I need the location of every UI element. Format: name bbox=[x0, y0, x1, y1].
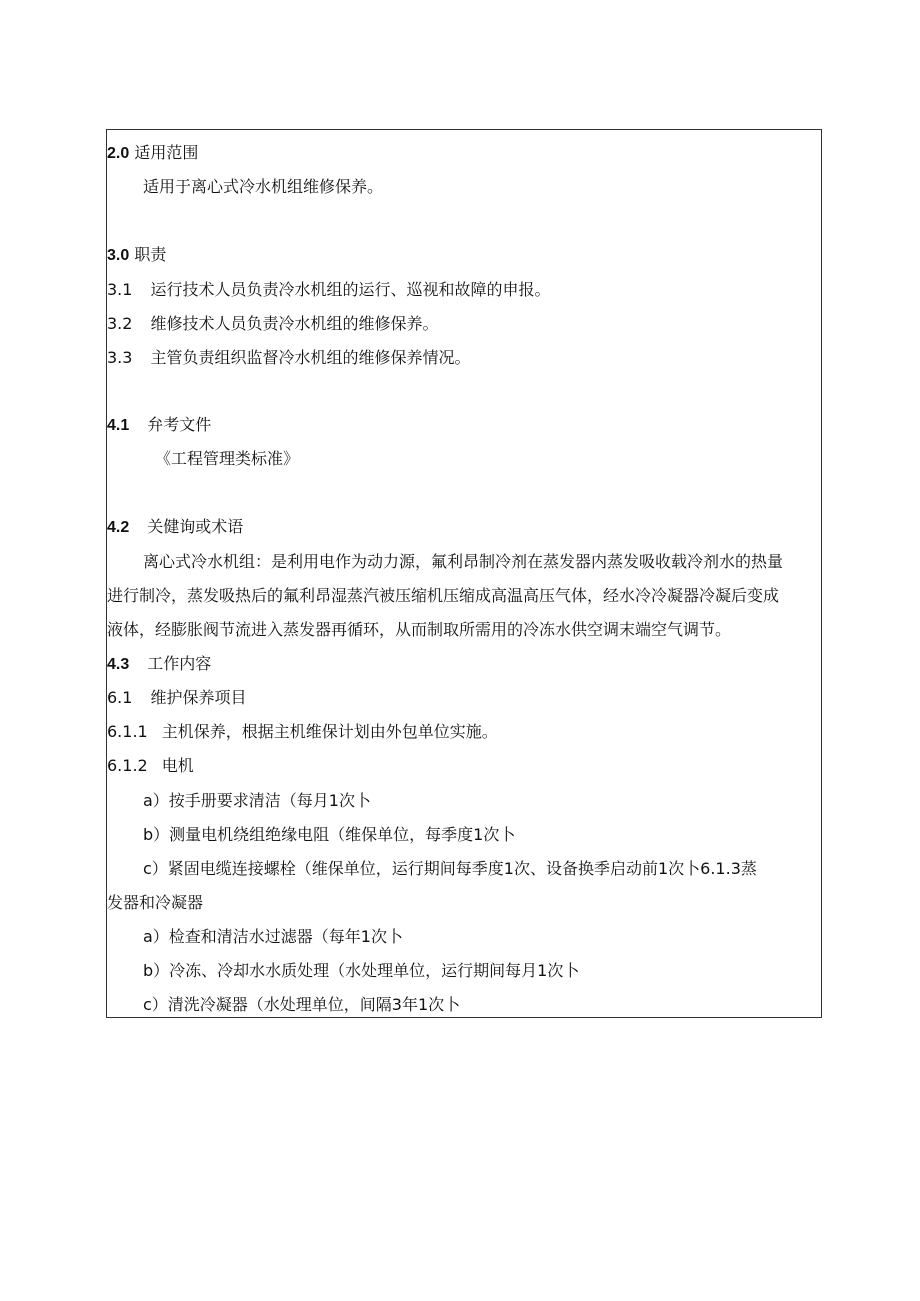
section-3-0-heading bbox=[107, 244, 166, 267]
section-4-3-heading bbox=[107, 653, 211, 676]
section-6-1-2-heading bbox=[107, 755, 194, 777]
list-item: a）按手册要求清洁（每月1次卜 bbox=[143, 791, 371, 810]
list-item-continuation: 发器和冷凝器 bbox=[107, 893, 204, 912]
section-number: 4.3 bbox=[107, 656, 130, 673]
list-item: b）测量电机绕组绝缘电阻（维保单位，每季度1次卜 bbox=[143, 825, 516, 844]
paragraph-line: 离心式冷水机组：是利用电作为动力源，氟利昂制冷剂在蒸发器内蒸发吸收载冷剂水的热量 bbox=[143, 552, 784, 571]
item-number: 3.3 bbox=[107, 348, 133, 367]
list-item bbox=[107, 313, 438, 335]
item-number: 3.1 bbox=[107, 280, 133, 299]
list-item bbox=[107, 279, 550, 301]
item-text: 主机保养，根据主机维保计划由外包单位实施。 bbox=[161, 722, 498, 741]
paragraph-line: 进行制冷，蒸发吸热后的氟利昂湿蒸汽被压缩机压缩成高温高压气体，经水冷冷凝器冷凝后变成 bbox=[107, 586, 780, 605]
item-text: 主管负责组织监督冷水机组的维修保养情况。 bbox=[150, 348, 471, 367]
section-number: 6.1 bbox=[107, 688, 133, 707]
list-item: b）冷冻、冷却水水质处理（水处理单位，运行期间每月1次卜 bbox=[143, 961, 580, 980]
list-item: c）清洗冷凝器（水处理单位，间隔3年1次卜 bbox=[143, 995, 461, 1014]
section-number: 3.0 bbox=[107, 247, 130, 264]
section-2-0-text: 适用于离心式冷水机组维修保养。 bbox=[143, 177, 384, 196]
section-number: 4.2 bbox=[107, 519, 130, 536]
section-4-2-heading bbox=[107, 516, 243, 539]
section-number: 6.1.1 bbox=[107, 722, 148, 741]
list-item bbox=[107, 347, 470, 369]
section-title: 弁考文件 bbox=[147, 415, 212, 434]
item-text: 维修技术人员负责冷水机组的维修保养。 bbox=[150, 314, 439, 333]
section-number: 2.0 bbox=[107, 145, 130, 162]
section-number: 6.1.2 bbox=[107, 756, 148, 775]
section-title: 维护保养项目 bbox=[150, 688, 247, 707]
section-4-1-text: 《工程管理类标准》 bbox=[155, 449, 300, 468]
list-item: a）检查和清洁水过滤器（每年1次卜 bbox=[143, 927, 403, 946]
list-item: c）紧固电缆连接螺栓（维保单位，运行期间每季度1次、设备换季启动前1次卜6.1.3蒸 bbox=[143, 859, 757, 878]
section-title: 电机 bbox=[161, 756, 194, 775]
section-2-0-heading bbox=[107, 142, 198, 165]
item-number: 3.2 bbox=[107, 314, 133, 333]
section-6-1-heading bbox=[107, 687, 246, 709]
document-frame bbox=[106, 129, 822, 1018]
section-title: 工作内容 bbox=[147, 654, 212, 673]
section-title: 关健询或术语 bbox=[147, 517, 244, 536]
section-4-1-heading bbox=[107, 414, 211, 437]
item-text: 运行技术人员负责冷水机组的运行、巡视和故障的申报。 bbox=[150, 280, 551, 299]
section-6-1-1 bbox=[107, 721, 498, 743]
section-title: 职责 bbox=[134, 245, 167, 264]
section-number: 4.1 bbox=[107, 417, 130, 434]
paragraph-line: 液体，经膨胀阀节流进入蒸发器再循环，从而制取所需用的冷冻水供空调末端空气调节。 bbox=[107, 620, 732, 639]
section-title: 适用范围 bbox=[134, 143, 199, 162]
